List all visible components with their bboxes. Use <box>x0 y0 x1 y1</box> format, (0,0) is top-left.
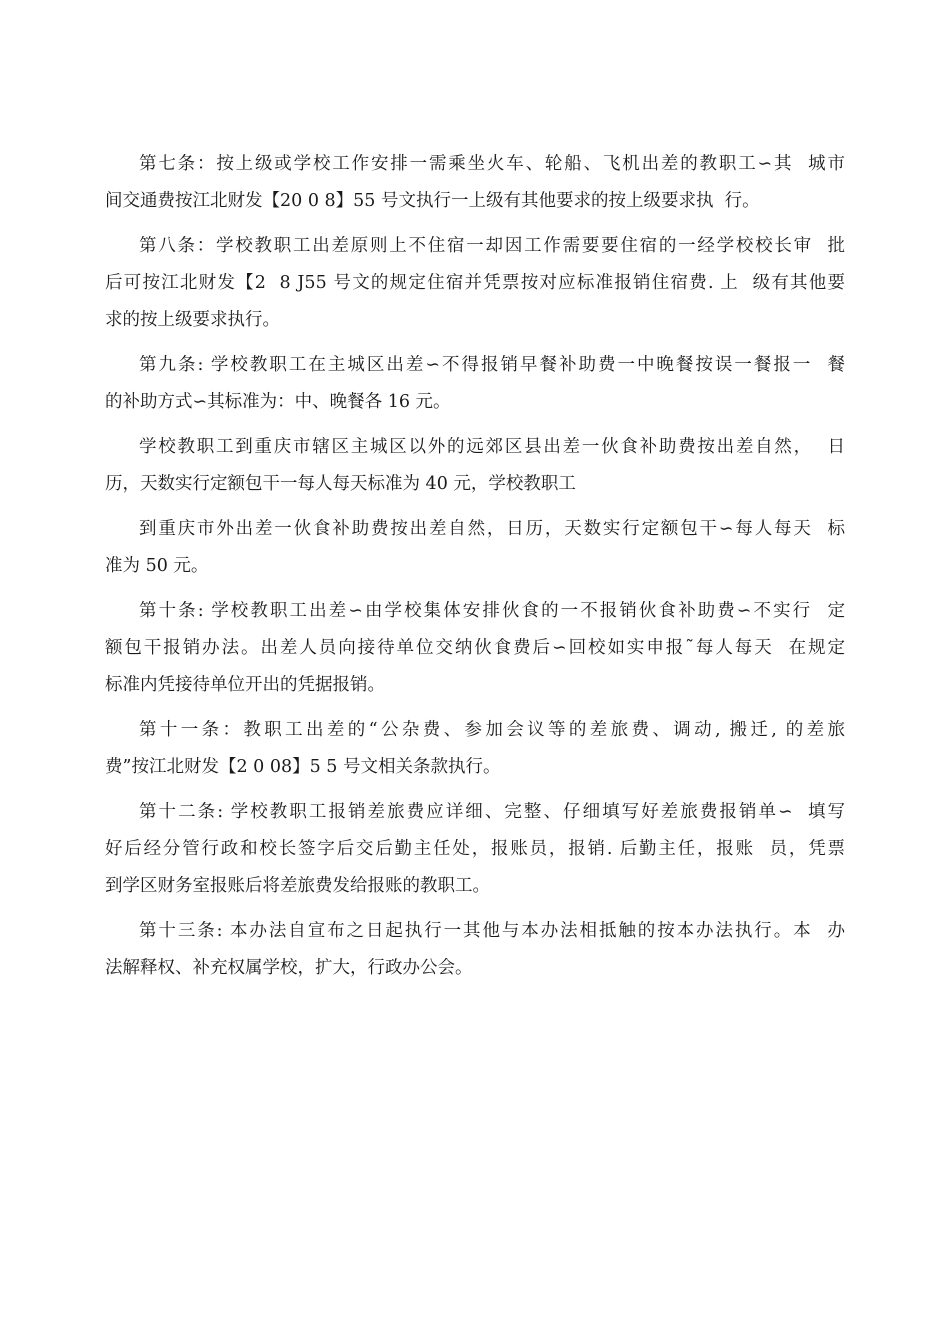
text-line: 的补助方式∽其标准为：中、晚餐各 16 元。 <box>105 392 451 412</box>
text-line: 间交通费按江北财发【20 0 8】55 号文执行一上级有其他要求的按上级要求执 行。 <box>105 191 760 211</box>
document-body <box>105 146 845 995</box>
paragraph-article-11 <box>105 712 845 786</box>
paragraph-outside-city-meals <box>105 511 845 585</box>
text-line: 费”按江北财发【2 0 08】5 5 号文相关条款执行。 <box>105 757 501 777</box>
text-line: 第十一条：教职工出差的“公杂费、参加会议等的差旅费、调动, 搬迁, 的差旅 <box>139 720 845 740</box>
paragraph-article-10 <box>105 593 845 704</box>
text-line: 到学区财务室报账后将差旅费发给报账的教职工。 <box>105 876 490 896</box>
text-line: 第十三条: 本办法自宣布之日起执行一其他与本办法相抵触的按本办法执行。本 办 <box>139 921 845 941</box>
text-line: 第八条：学校教职工出差原则上不住宿一却因工作需要要住宿的一经学校校长审 批 <box>139 236 845 256</box>
text-line: 好后经分管行政和校长签字后交后勤主任处，报账员，报销. 后勤主任，报账 员，凭票 <box>105 839 845 859</box>
paragraph-article-8 <box>105 228 845 339</box>
paragraph-article-13 <box>105 913 845 987</box>
text-line: 第十条: 学校教职工出差∽由学校集体安排伙食的一不报销伙食补助费∽不实行 定 <box>139 601 845 621</box>
text-line: 第十二条: 学校教职工报销差旅费应详细、完整、仔细填写好差旅费报销单∽ 填写 <box>139 802 845 822</box>
text-line: 标准内凭接待单位开出的凭据报销。 <box>105 675 385 695</box>
text-line: 第九条: 学校教职工在主城区出差∽不得报销早餐补助费一中晚餐按误一餐报一 餐 <box>139 355 845 375</box>
text-line: 额包干报销办法。出差人员向接待单位交纳伙食费后∽回校如实申报˜每人每天 在规定 <box>105 638 845 658</box>
text-line: 法解释权、补充权属学校，扩大，行政办公会。 <box>105 958 473 978</box>
paragraph-outer-district-meals <box>105 429 845 503</box>
text-line: 历，天数实行定额包干一每人每天标准为 40 元，学校教职工 <box>105 474 576 494</box>
text-line: 求的按上级要求执行。 <box>105 310 280 330</box>
text-line: 学校教职工到重庆市辖区主城区以外的远郊区县出差一伙食补助费按出差自然， 日 <box>139 437 845 457</box>
text-line: 后可按江北财发【2 8 J55 号文的规定住宿并凭票按对应标准报销住宿费. 上 级有其他要 <box>105 273 845 293</box>
paragraph-article-9 <box>105 347 845 421</box>
text-line: 准为 50 元。 <box>105 556 209 576</box>
text-line: 第七条：按上级或学校工作安排一需乘坐火车、轮船、飞机出差的教职工∽其 城市 <box>139 154 845 174</box>
paragraph-article-7 <box>105 146 845 220</box>
paragraph-article-12 <box>105 794 845 905</box>
text-line: 到重庆市外出差一伙食补助费按出差自然，日历，天数实行定额包干∽每人每天 标 <box>139 519 845 539</box>
